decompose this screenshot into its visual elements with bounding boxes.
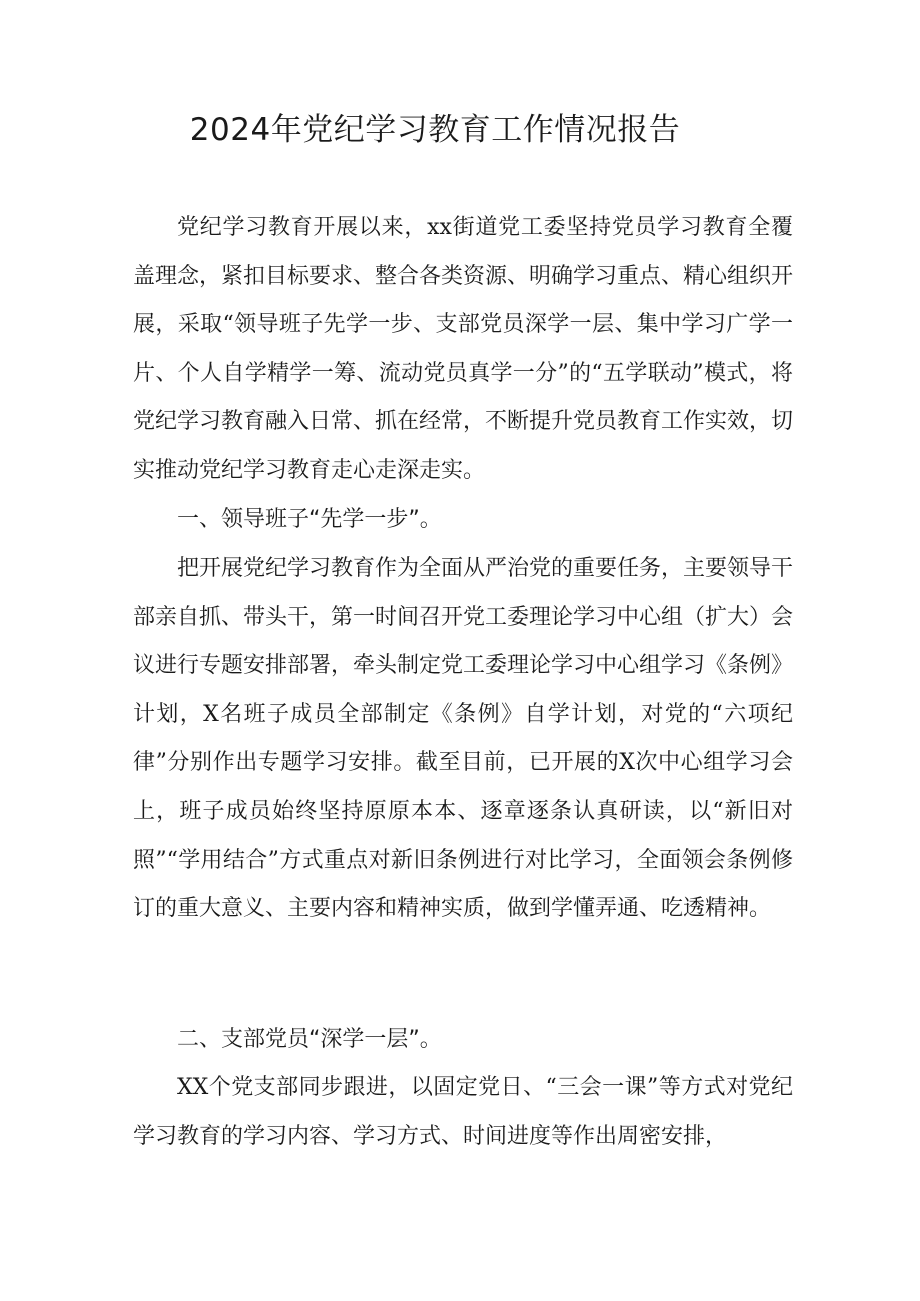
intro-paragraph: 党纪学习教育开展以来，xx街道党工委坚持党员学习教育全覆盖理念，紧扣目标要求、整合各类资源、明确学习重点、精心组织开展，采取“领导班子先学一步、支部党员深学一层、集中学习广学一片、个人自学精学一筹、流动党员真学一分”的“五学联动”模式，将党纪学习教育融入日常、抓在经常，不断提升党员教育工作实效，切实推动党纪学习教育走心走深走实。: [133, 215, 794, 483]
section-heading-1: 一、领导班子“先学一步”。: [177, 507, 442, 532]
section-heading-2: 二、支部党员“深学一层”。: [177, 1027, 442, 1052]
section-body-2: XX个党支部同步跟进，以固定党日、“三会一课”等方式对党纪学习教育的学习内容、学习方式、时间进度等作出周密安排，: [133, 1075, 793, 1149]
section-body-1: 把开展党纪学习教育作为全面从严治党的重要任务，主要领导干部亲自抓、带头干，第一时间召开党工委理论学习中心组（扩大）会议进行专题安排部署，牵头制定党工委理论学习中心组学习《条例》计划，X名班子成员全部制定《条例》自学计划，对党的“六项纪律”分别作出专题学习安排。截至目前，已开展的X次中心组学习会上，班子成员始终坚持原原本本、逐章逐条认真研读，以“新旧对照”“学用结合”方式重点对新旧条例进行对比学习，全面领会条例修订的重大意义、主要内容和精神实质，做到学懂弄通、吃透精神。: [133, 556, 794, 922]
document-title: 2024年党纪学习教育工作情况报告: [189, 112, 681, 148]
